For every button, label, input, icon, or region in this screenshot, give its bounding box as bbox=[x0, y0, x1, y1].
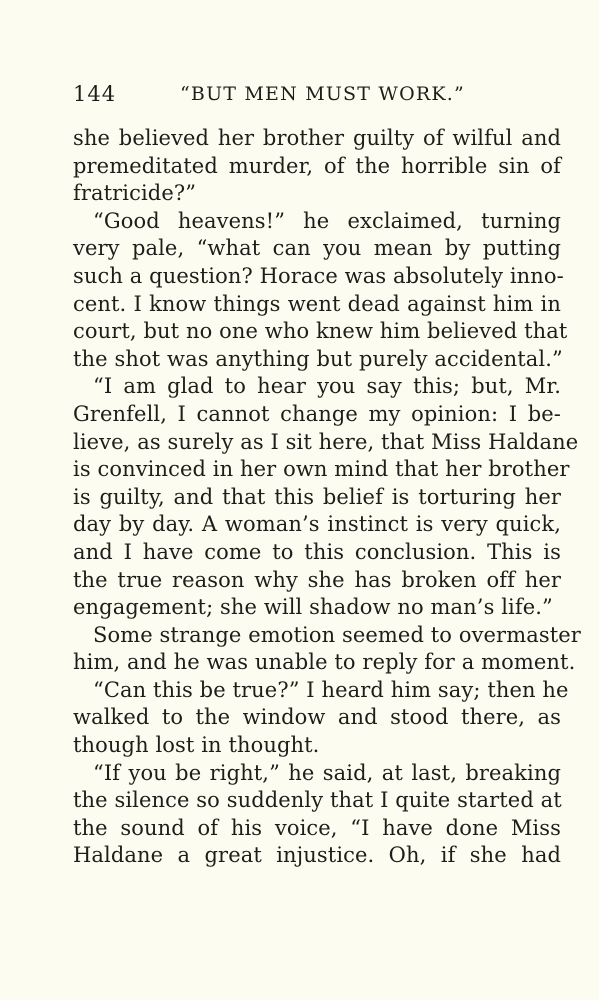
text-line: very pale, “what can you mean by putting bbox=[73, 236, 561, 261]
page-header bbox=[73, 82, 563, 112]
text-line: though lost in thought. bbox=[73, 733, 320, 758]
text-line: “If you be right,” he said, at last, breaking bbox=[93, 760, 561, 785]
text-line: “Good heavens!” he exclaimed, turning bbox=[93, 208, 561, 233]
text-line: the silence so suddenly that I quite started at bbox=[73, 788, 562, 813]
text-line: the shot was anything but purely accidental.” bbox=[73, 346, 563, 371]
text-line: court, but no one who knew him believed that bbox=[73, 319, 568, 344]
text-line: fratricide?” bbox=[73, 181, 197, 206]
body-text bbox=[73, 125, 581, 870]
text-line: him, and he was unable to reply for a moment. bbox=[73, 650, 576, 675]
text-line: day by day. A woman’s instinct is very quick, bbox=[73, 512, 561, 537]
text-line: “I am glad to hear you say this; but, Mr. bbox=[93, 374, 561, 399]
text-line: she believed her brother guilty of wilful and bbox=[73, 126, 561, 150]
text-line: and I have come to this conclusion. This is bbox=[73, 539, 561, 564]
text-line: the sound of his voice, “I have done Miss bbox=[73, 815, 561, 840]
text-line: lieve, as surely as I sit here, that Miss Haldane bbox=[73, 429, 579, 454]
text-line: Some strange emotion seemed to overmaster bbox=[93, 622, 581, 647]
running-title: “BUT MEN MUST WORK.” bbox=[180, 83, 465, 105]
text-line: cent. I know things went dead against him in bbox=[73, 291, 561, 316]
text-line: premeditated murder, of the horrible sin of bbox=[73, 153, 561, 178]
text-line: the true reason why she has broken off her bbox=[73, 567, 561, 592]
text-line: is convinced in her own mind that her brother bbox=[73, 457, 570, 482]
text-line: “Can this be true?” I heard him say; then he bbox=[93, 677, 569, 702]
text-line: Haldane a great injustice. Oh, if she had bbox=[73, 843, 561, 868]
text-line: engagement; she will shadow no man’s life.” bbox=[73, 595, 553, 620]
text-line: Grenfell, I cannot change my opinion: I be- bbox=[73, 401, 561, 426]
text-line: walked to the window and stood there, as bbox=[73, 705, 561, 730]
text-line: is guilty, and that this belief is torturing her bbox=[73, 484, 561, 509]
text-line: such a question? Horace was absolutely inno- bbox=[73, 263, 564, 288]
page-number: 144 bbox=[73, 82, 117, 106]
